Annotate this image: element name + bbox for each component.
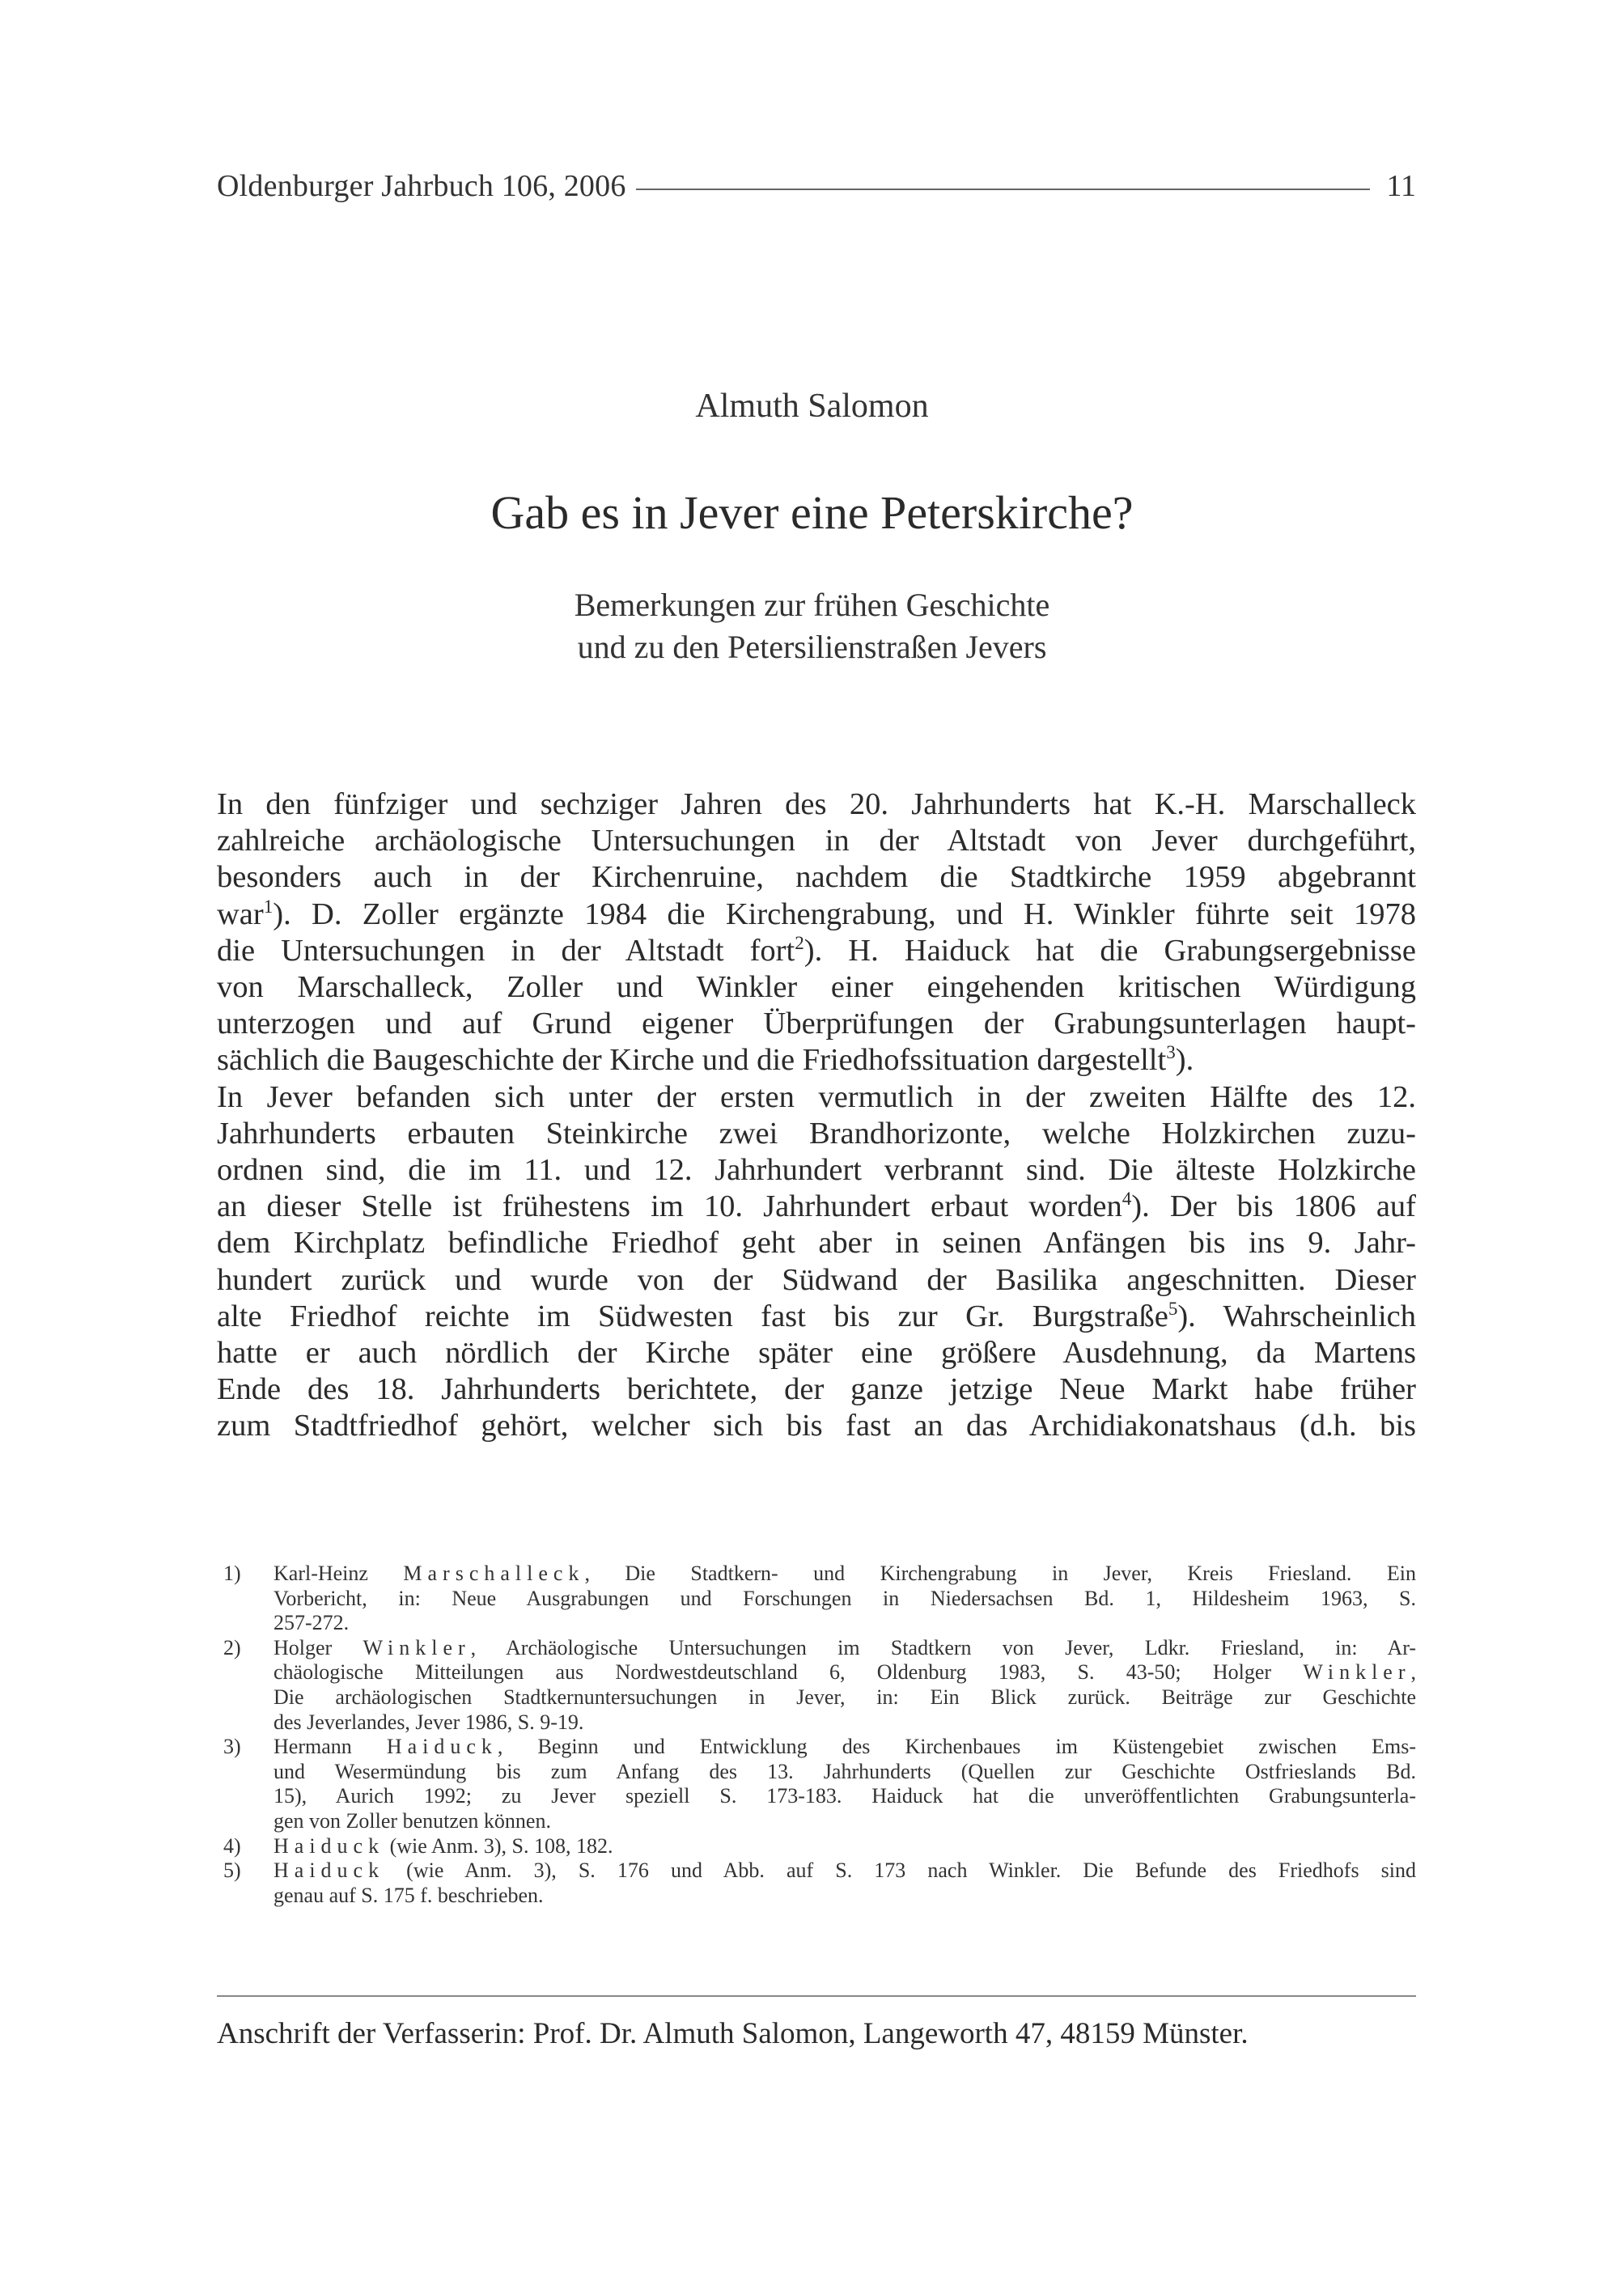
body-line: zahlreiche archäologische Untersuchungen in der Altstadt von Jever durchgeführt, bbox=[217, 824, 1416, 858]
footnote-text bbox=[273, 1735, 1416, 1833]
body-line: Jahrhunderts erbauten Steinkirche zwei Brandhorizonte, welche Holzkirchen zuzu- bbox=[217, 1116, 1416, 1151]
footnote-text bbox=[273, 1562, 1416, 1636]
journal-title: Oldenburger Jahrbuch 106, 2006 bbox=[217, 169, 626, 203]
footnote-number: 2) bbox=[223, 1635, 241, 1659]
footer-rule bbox=[217, 1995, 1416, 1997]
footnote-line: chäologische Mitteilungen aus Nordwestdeutschland 6, Oldenburg 1983, S. 43-50; Holger Winkler, bbox=[273, 1660, 1416, 1685]
body-line: besonders auch in der Kirchenruine, nachdem die Stadtkirche 1959 abgebrannt bbox=[217, 860, 1416, 895]
footnote-number: 4) bbox=[223, 1833, 241, 1858]
footnote-ref[interactable]: 3 bbox=[1166, 1041, 1176, 1063]
footnote-text bbox=[273, 1859, 1416, 1908]
author-name-spaced: Haiduck bbox=[273, 1859, 385, 1883]
body-line: In den fünfziger und sechziger Jahren des 20. Jahrhunderts hat K.-H. Marschalleck bbox=[217, 787, 1416, 821]
article-title: Gab es in Jever eine Peterskirche? bbox=[490, 486, 1134, 539]
body-text bbox=[217, 786, 1416, 1445]
author-name-spaced: Marschalleck bbox=[403, 1562, 585, 1585]
footnote-line: 15), Aurich 1992; zu Jever speziell S. 173-183. Haiduck hat die unveröffentlichten Grabungsunterla- bbox=[273, 1784, 1416, 1808]
footnote-ref[interactable]: 4 bbox=[1122, 1188, 1132, 1210]
footnote-ref[interactable]: 1 bbox=[263, 895, 273, 917]
footnote-line: genau auf S. 175 f. beschrieben. bbox=[273, 1883, 544, 1907]
footnote bbox=[217, 1859, 1416, 1908]
body-line: alte Friedhof reichte im Südwesten fast bis zur Gr. Burgstraße$^5$). Wahrscheinlich bbox=[217, 1298, 1416, 1333]
author-name-spaced: Winkler bbox=[363, 1635, 471, 1659]
body-line: Ende des 18. Jahrhunderts berichtete, der ganze jetzige Neue Markt habe früher bbox=[217, 1372, 1416, 1407]
footnote-line: Vorbericht, in: Neue Ausgrabungen und Forschungen in Niedersachsen Bd. 1, Hildesheim 1963, S. bbox=[273, 1586, 1416, 1610]
body-line: von Marschalleck, Zoller und Winkler einer eingehenden kritischen Würdigung bbox=[217, 970, 1416, 1005]
article-author: Almuth Salomon bbox=[695, 388, 929, 425]
footnote bbox=[217, 1834, 1416, 1859]
author-name-spaced: Haiduck bbox=[273, 1833, 385, 1858]
body-line: hatte er auch nördlich der Kirche später eine größere Ausdehnung, da Martens bbox=[217, 1336, 1416, 1371]
body-line: zum Stadtfriedhof gehört, welcher sich bis fast an das Archidiakonatshaus (d.h. bis bbox=[217, 1409, 1416, 1443]
body-line: In Jever befanden sich unter der ersten vermutlich in der zweiten Hälfte des 12. bbox=[217, 1079, 1416, 1114]
author-name-spaced: Winkler bbox=[1303, 1660, 1411, 1685]
footnote-line: Haiduck (wie Anm. 3), S. 176 und Abb. auf S. 173 nach Winkler. Die Befunde des Friedhofs sind bbox=[273, 1859, 1416, 1883]
footnote-line: gen von Zoller benutzen können. bbox=[273, 1808, 551, 1833]
footnote-ref[interactable]: 5 bbox=[1168, 1298, 1178, 1320]
page-number: 11 bbox=[1386, 169, 1416, 203]
footnotes bbox=[217, 1562, 1416, 1908]
footnote-line: 257-272. bbox=[273, 1611, 350, 1635]
footnote-line: Karl-Heinz Marschalleck, Die Stadtkern- und Kirchengrabung in Jever, Kreis Friesland. Ein bbox=[273, 1562, 1416, 1585]
subtitle-line: und zu den Petersilienstraßen Jevers bbox=[577, 629, 1047, 665]
body-line: war$^1$). D. Zoller ergänzte 1984 die Kirchengrabung, und H. Winkler führte seit 1978 bbox=[217, 895, 1416, 931]
author-address: Anschrift der Verfasserin: Prof. Dr. Almuth Salomon, Langeworth 47, 48159 Münster. bbox=[217, 2017, 1249, 2050]
footnote-text bbox=[273, 1834, 1416, 1859]
footnote bbox=[217, 1562, 1416, 1636]
footnote-text bbox=[273, 1636, 1416, 1735]
footnote-line: und Wesermündung bis zum Anfang des 13. Jahrhunderts (Quellen zur Geschichte Ostfrieslands Bd. bbox=[273, 1759, 1416, 1783]
running-head bbox=[217, 166, 1416, 206]
footnote bbox=[217, 1735, 1416, 1833]
footnote-number: 1) bbox=[223, 1562, 241, 1585]
article-subtitle bbox=[0, 584, 1624, 668]
footnote-line: Die archäologischen Stadtkernuntersuchungen in Jever, in: Ein Blick zurück. Beiträge zur Geschichte bbox=[273, 1685, 1416, 1709]
subtitle-line: Bemerkungen zur frühen Geschichte bbox=[574, 587, 1050, 623]
footnote-line: Haiduck (wie Anm. 3), S. 108, 182. bbox=[273, 1833, 613, 1858]
body-line: dem Kirchplatz befindliche Friedhof geht aber in seinen Anfängen bis ins 9. Jahr- bbox=[217, 1226, 1416, 1261]
body-line: sächlich die Baugeschichte der Kirche und die Friedhofssituation dargestellt$^3$). bbox=[217, 1041, 1194, 1078]
header-rule bbox=[636, 189, 1371, 190]
footnote-line: Hermann Haiduck, Beginn und Entwicklung des Kirchenbaues im Küstengebiet zwischen Ems- bbox=[273, 1735, 1416, 1759]
footnote-number: 5) bbox=[223, 1859, 241, 1883]
footnote-number: 3) bbox=[223, 1735, 241, 1759]
body-line: hundert zurück und wurde von der Südwand der Basilika angeschnitten. Dieser bbox=[217, 1262, 1416, 1297]
footnote-ref[interactable]: 2 bbox=[795, 931, 804, 953]
footnote-line: des Jeverlandes, Jever 1986, S. 9-19. bbox=[273, 1710, 584, 1734]
body-line: unterzogen und auf Grund eigener Überprüfungen der Grabungsunterlagen haupt- bbox=[217, 1007, 1416, 1041]
footnote bbox=[217, 1636, 1416, 1735]
footnote-line: Holger Winkler, Archäologische Untersuchungen im Stadtkern von Jever, Ldkr. Friesland, in: Ar- bbox=[273, 1635, 1417, 1659]
author-name-spaced: Haiduck bbox=[386, 1735, 498, 1759]
body-line: ordnen sind, die im 11. und 12. Jahrhundert verbrannt sind. Die älteste Holzkirche bbox=[217, 1153, 1416, 1188]
body-line: die Untersuchungen in der Altstadt fort$^2$). H. Haiduck hat die Grabungsergebnisse bbox=[217, 931, 1416, 968]
body-line: an dieser Stelle ist frühestens im 10. Jahrhundert erbaut worden$^4$). Der bis 1806 auf bbox=[217, 1188, 1416, 1224]
